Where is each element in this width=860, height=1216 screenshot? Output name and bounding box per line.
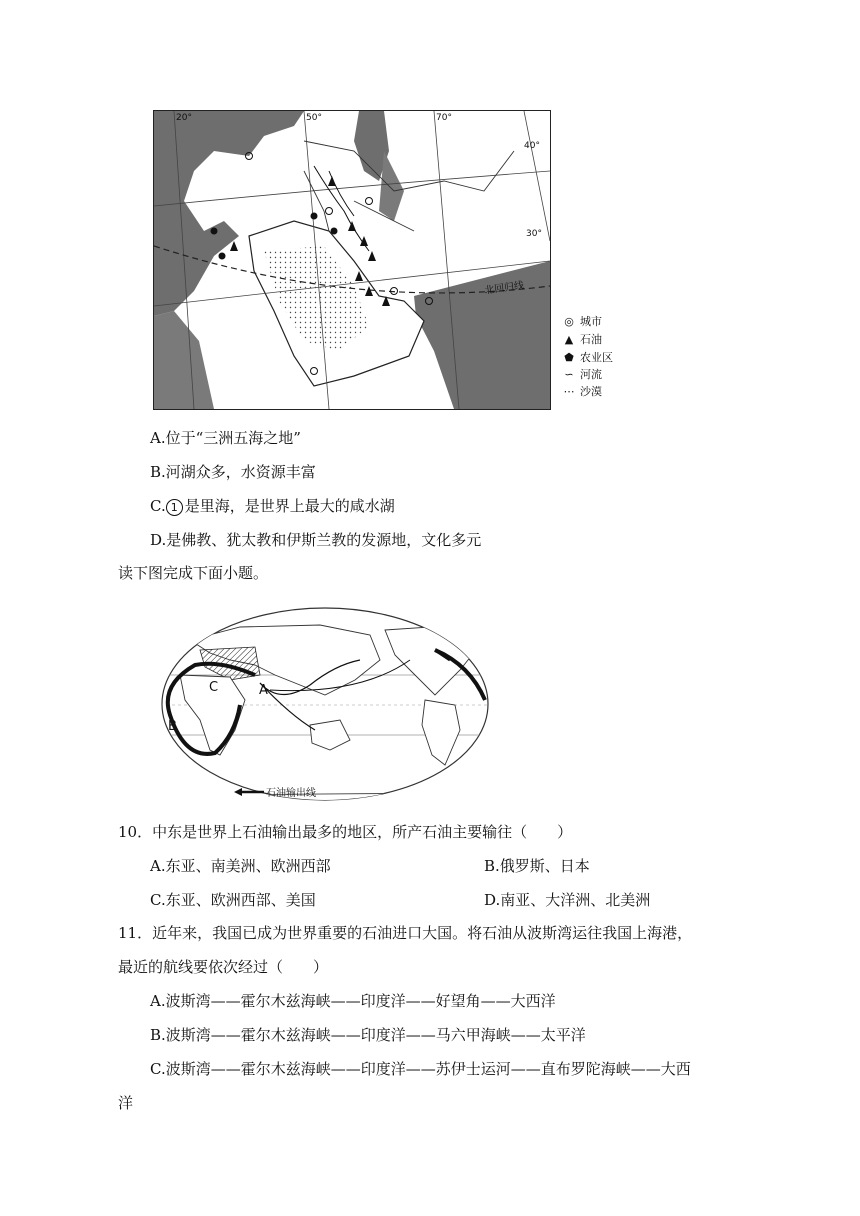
q10-option-c: C.东亚、欧洲西部、美国 [150,891,316,909]
region-1-label: ① [197,186,211,204]
q10-option-b: B.俄罗斯、日本 [484,857,590,875]
river-icon: ∽ [564,367,574,381]
q11-option-c-continued: 洋 [118,1094,134,1112]
oil-icon: ▲ [564,332,574,346]
world-oil-map-drawing [160,605,490,803]
middle-east-map-drawing [154,111,550,409]
q10-option-d: D.南亚、大洋洲、北美洲 [484,891,651,909]
q9-option-a: A.位于“三洲五海之地” [150,429,301,447]
q11-option-c: C.波斯湾——霍尔木兹海峡——印度洋——苏伊士运河——直布罗陀海峡——大西 [150,1060,691,1078]
q10-option-a: A.东亚、南美洲、欧洲西部 [150,857,331,875]
legend-city: ◎ 城市 [562,313,602,329]
map2-label-b: B [168,719,177,734]
city-icon: ◎ [564,314,574,328]
lon-label-2: 50° [306,113,322,123]
lat-label: 30° [526,229,542,239]
legend-oil: ▲ 石油 [562,331,602,347]
lon-label-4: 40° [524,141,540,151]
q9-option-c: C. 1 是里海，是世界上最大的咸水湖 [150,497,395,515]
middle-east-map [153,110,551,410]
q9-option-b: B.河湖众多，水资源丰富 [150,463,316,481]
map2-label-c: C [209,680,219,695]
map2-label-a: A [259,683,268,698]
lon-label-1: 20° [176,113,192,123]
intro-text: 读下图完成下面小题。 [118,564,269,582]
q11-stem-line1: 11．近年来，我国已成为世界重要的石油进口大国。将石油从波斯湾运往我国上海港， [118,924,693,942]
circled-1: 1 [166,499,183,516]
tropic-label: 北回归线 [483,280,525,297]
agriculture-icon: ⬟ [564,350,574,364]
q9-option-d: D.是佛教、犹太教和伊斯兰教的发源地，文化多元 [150,531,482,549]
legend-agriculture: ⬟ 农业区 [562,349,613,365]
lon-label-3: 70° [436,113,452,123]
world-oil-map [160,605,490,803]
legend-desert: ⋯ 沙漠 [563,384,602,398]
q10-stem: 10．中东是世界上石油输出最多的地区，所产石油主要输往（ ） [118,823,573,841]
q11-option-b: B.波斯湾——霍尔木兹海峡——印度洋——马六甲海峡——太平洋 [150,1026,586,1044]
desert-icon: ⋯ [563,384,575,398]
q11-stem-line2: 最近的航线要依次经过（ ） [118,958,329,976]
legend-river: ∽ 河流 [562,366,602,382]
q11-option-a: A.波斯湾——霍尔木兹海峡——印度洋——好望角——大西洋 [150,992,556,1010]
map2-legend-label: 石油输出线 [266,788,316,799]
